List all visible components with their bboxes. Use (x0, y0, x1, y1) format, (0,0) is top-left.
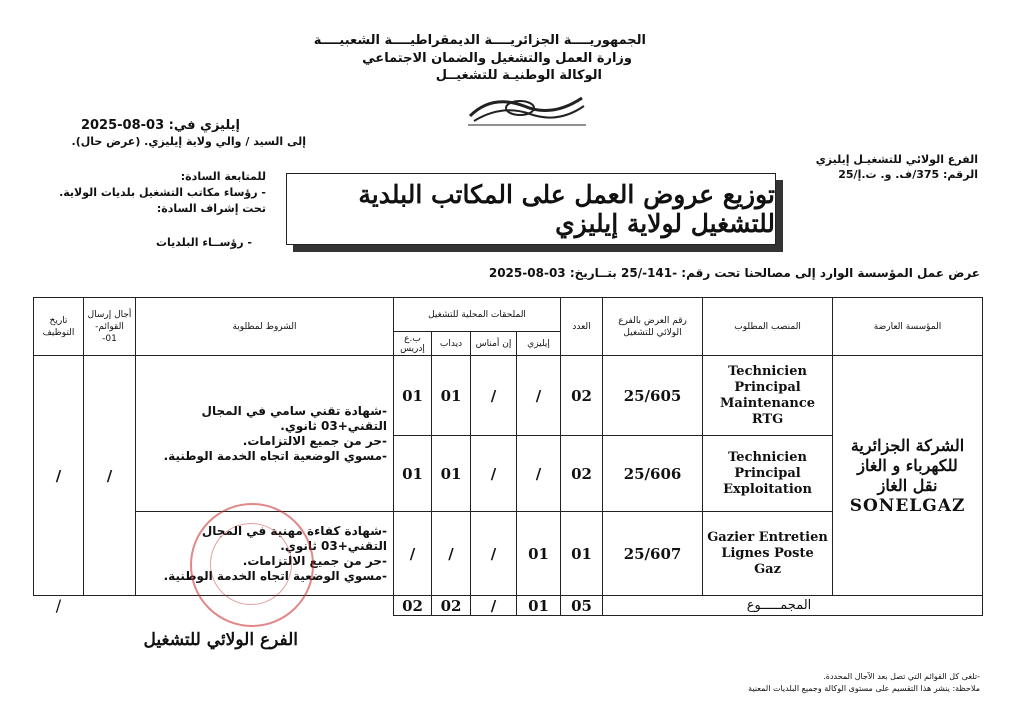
header-deadline: أجال إرسال القوائم- 01- (84, 298, 136, 356)
total-label: المجمـــــوع (603, 596, 983, 616)
company-brand: SONELGAZ (849, 495, 966, 516)
company-name-line: للكهرباء و الغاز (857, 455, 958, 475)
offer-number-cell: 25/606 (603, 436, 703, 512)
annex-value: 01 (432, 356, 471, 436)
annex-illizi: إيليزي (517, 332, 561, 356)
annex-value: / (432, 512, 471, 596)
header-hire-date: تاريخ التوظيف (34, 298, 84, 356)
totals-row (34, 596, 983, 616)
count-cell: 01 (561, 512, 603, 596)
company-cell (833, 356, 983, 596)
letter-date: إيليزي في: 03-08-2025 (80, 118, 240, 133)
annex-value: / (471, 436, 517, 512)
condition-line: -مسوي الوضعية اتجاه الخدمة الوطنية. (163, 448, 387, 463)
header-conditions: الشروط لمطلوبة (136, 298, 394, 356)
annex-value: / (471, 356, 517, 436)
totals-tail: / (55, 596, 62, 616)
note-line-1: -تلغى كل القوائم التي تصل بعد الآجال المحددة. (823, 672, 980, 681)
annex-bordj-idriss: ب.ع إدريس (394, 332, 432, 356)
branch-name: الفرع الولائي للتشغيـل إيليزي (815, 153, 978, 166)
offers-table (33, 297, 983, 616)
offer-number-cell: 25/607 (603, 512, 703, 596)
header-count: العدد (561, 298, 603, 356)
mayors-line: - رؤســاء البلديات (155, 236, 252, 249)
signature-label: الفرع الولائي للتشغيل (143, 630, 298, 650)
annex-value: / (517, 436, 561, 512)
header-offer-number: رقم العرض بالفرع الولائي للتشغيل (603, 298, 703, 356)
total-annex: 02 (432, 596, 471, 616)
annex-value: 01 (394, 356, 432, 436)
deadline-cell: / (84, 356, 136, 596)
hire-date-cell: / (34, 356, 84, 596)
header-company: المؤسسة العارضة (833, 298, 983, 356)
condition-line: -شهادة تقني سامي في المجال التقني+03 ثانوي. (201, 403, 387, 433)
title-banner (286, 173, 776, 245)
count-cell: 02 (561, 436, 603, 512)
offer-intro: عرض عمل المؤسسة الوارد إلى مصالحنا تحت رقم: -141-/25 بتــاريخ: 03-08-2025 (488, 266, 980, 280)
annex-value: / (471, 512, 517, 596)
annex-value: 01 (432, 436, 471, 512)
company-name-line: الشركة الجزائرية (850, 435, 965, 455)
offer-number-cell: 25/605 (603, 356, 703, 436)
followup-item: - رؤساء مكاتب التشغيل بلديات الولاية. (59, 186, 266, 199)
total-annex: 01 (517, 596, 561, 616)
position-cell: Technicien Principal Exploitation (703, 436, 833, 512)
position-cell: Technicien Principal Maintenance RTG (703, 356, 833, 436)
conditions-cell (136, 356, 394, 512)
condition-line: -شهادة كفاءة مهنية في المجال التقني+03 ثانوي. (201, 523, 387, 553)
condition-line: -حر من جميع الالتزامات. (242, 433, 387, 448)
company-name-line: نقل الغاز (877, 475, 938, 495)
total-count: 05 (561, 596, 603, 616)
header-position: المنصب المطلوب (703, 298, 833, 356)
condition-line: -حر من جميع الالتزامات. (242, 553, 387, 568)
agency-logo-icon (462, 88, 590, 128)
position-cell: Gazier Entretien Lignes Poste Gaz (703, 512, 833, 596)
condition-line: -مسوي الوضعية اتجاه الخدمة الوطنية. (163, 568, 387, 583)
ministry-title: وزارة العمل والتشغيل والضمان الاجتماعي (362, 51, 632, 66)
count-cell: 02 (561, 356, 603, 436)
note-line-2: ملاحظة: ينشر هذا التقسيم على مستوى الوكالة وجميع البلديات المعنية (748, 684, 980, 693)
agency-title: الوكالة الوطنيـة للتشغيــل (435, 68, 602, 83)
annex-value: / (517, 356, 561, 436)
annex-value: 01 (394, 436, 432, 512)
followup-title: للمتابعة السادة: (180, 170, 266, 183)
annex-value: 01 (517, 512, 561, 596)
reference-number: الرقم: 375/ف. و. ت.إ/25 (838, 168, 978, 181)
republic-title: الجمهوريــــة الجزائريــــة الديمقراطيــــة الشعبيــــة (313, 33, 646, 48)
annex-debdeb: ديداب (432, 332, 471, 356)
banner-title: توزيع عروض العمل على المكاتب البلدية للتشغيل لولاية إيليزي (358, 180, 775, 238)
annex-in-amenas: إن أمناس (471, 332, 517, 356)
official-stamp-icon (190, 503, 314, 627)
header-annexes: الملحقات المحلية للتشغيل (394, 298, 561, 332)
annex-value: / (394, 512, 432, 596)
supervision-title: تحت إشراف السادة: (156, 202, 266, 215)
table-row (34, 356, 983, 436)
total-annex: / (471, 596, 517, 616)
recipient-line: إلى السيد / والي ولاية إيليزي. (عرض حال). (71, 135, 306, 148)
total-annex: 02 (394, 596, 432, 616)
